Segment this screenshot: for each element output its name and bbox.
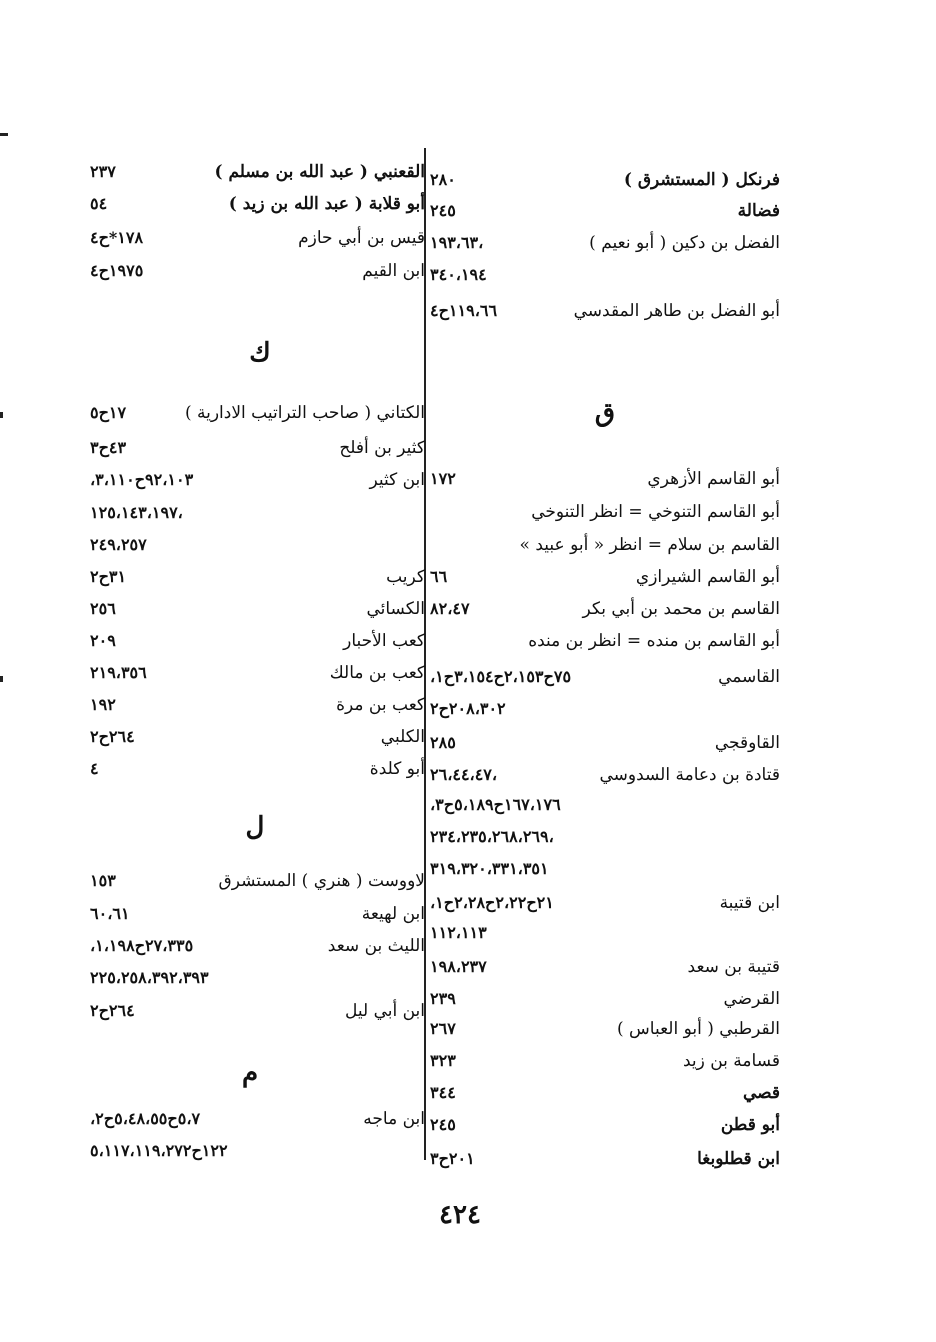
entry-name: قيس بن أبي حازم <box>298 228 425 248</box>
entry-pages: ١٧٢ <box>430 469 456 488</box>
entry-pages: ٢٨٠ <box>430 170 456 189</box>
index-entry <box>90 754 425 784</box>
entry-pages: ١١٩،٦٦ح٤ <box>430 301 498 320</box>
entry-pages: ٨٢،٤٧ <box>430 599 470 618</box>
index-entry <box>90 899 425 929</box>
entry-name: فرنكل ( المستشرق ) <box>623 170 780 190</box>
entry-pages: ٢٣٩ <box>430 989 456 1008</box>
section-letter: ق <box>594 398 616 428</box>
index-entry <box>430 662 780 692</box>
entry-pages: ١٩٧٥ح٤ <box>90 261 144 280</box>
entry-name: لاووست ( هنري ) المستشرق <box>218 871 425 891</box>
entry-pages: ٢٤٩،٢٥٧ <box>90 535 147 554</box>
entry-pages: ٢٠٨،٣٠٢ح٢ <box>430 699 506 718</box>
entry-pages: ٢٠٩ <box>90 631 116 650</box>
section-letter: ك <box>249 338 271 368</box>
entry-name: قتادة بن دعامة السدوسي <box>599 765 780 785</box>
index-entry-continuation <box>430 694 780 724</box>
entry-name: ابن أبي ليل <box>344 1001 425 1021</box>
index-entry <box>430 196 780 226</box>
index-entry <box>90 1104 425 1134</box>
index-entry <box>90 562 425 592</box>
entry-pages: ٢٣٧ <box>90 162 116 181</box>
index-entry-continuation <box>430 918 780 948</box>
entry-pages: ٢١٩،٣٥٦ <box>90 663 147 682</box>
entry-pages: ١٩٨،٢٣٧ <box>430 957 487 976</box>
entry-name: كريب <box>386 567 425 587</box>
index-entry-continuation <box>430 854 780 884</box>
entry-name: قتيبة بن سعد <box>687 957 780 977</box>
entry-pages: ١٧٨*ح٤ <box>90 228 144 247</box>
index-entry <box>90 157 425 187</box>
index-entry-continuation <box>430 790 780 820</box>
index-entry <box>90 594 425 624</box>
entry-pages: ١٢٢ح٥،١١٧،١١٩،٢٧٢ <box>90 1141 228 1160</box>
margin-mark <box>0 133 8 136</box>
index-entry <box>430 1078 780 1108</box>
index-entry <box>90 722 425 752</box>
index-entry <box>90 398 425 428</box>
entry-pages: ٣١ح٢ <box>90 567 127 586</box>
entry-name: القعنبي ( عبد الله بن مسلم ) <box>214 162 425 182</box>
entry-pages: ٢٥٦ <box>90 599 116 618</box>
margin-mark <box>0 412 3 418</box>
entry-pages: ٥،٧ح٥،٤٨،٥٥ح٢، <box>90 1109 201 1128</box>
entry-pages: ٢٦٤ح٢ <box>90 1001 135 1020</box>
index-entry <box>430 1144 780 1174</box>
index-entry <box>90 866 425 896</box>
index-entry <box>430 165 780 195</box>
index-entry <box>430 1110 780 1140</box>
entry-pages: ٢٠١ح٣ <box>430 1149 475 1168</box>
index-entry <box>430 888 780 918</box>
entry-name: القرطبي ( أبو العباس ) <box>617 1019 780 1039</box>
entry-name: القاسم بن سلام = انظر « أبو عبيد » <box>519 535 780 555</box>
entry-pages: ٢٤٥ <box>430 201 456 220</box>
entry-pages: ٣٤٤ <box>430 1083 456 1102</box>
entry-name: قسامة بن زيد <box>682 1051 780 1071</box>
page-number: ٤٢٤ <box>439 1200 481 1230</box>
entry-pages: ٤ <box>90 759 99 778</box>
entry-pages: ٢٢٥،٢٥٨،٣٩٢،٣٩٣ <box>90 968 209 987</box>
entry-pages: ١٧ح٥ <box>90 403 127 422</box>
entry-name: أبو الفضل بن طاهر المقدسي <box>573 301 780 321</box>
entry-name: القاسمي <box>718 667 780 687</box>
section-letter: م <box>241 1058 259 1088</box>
entry-name: ابن لهيعة <box>361 904 425 924</box>
entry-pages: ٢٨٥ <box>430 733 456 752</box>
index-entry <box>90 931 425 961</box>
section-letter: ل <box>245 812 265 842</box>
index-entry <box>430 760 780 790</box>
entry-pages: ١٦٧،١٧٦ح٥،١٨٩ح٣، <box>430 795 561 814</box>
entry-pages: ٢٣٤،٢٣٥،٢٦٨،٢٦٩، <box>430 827 554 846</box>
index-entry <box>90 626 425 656</box>
entry-pages: ٢٦٤ح٢ <box>90 727 135 746</box>
index-entry <box>430 228 780 258</box>
entry-name: القاسم بن محمد بن أبي بكر <box>582 599 780 619</box>
entry-name: أبو القاسم بن منده = انظر بن منده <box>528 631 780 651</box>
index-entry <box>430 497 780 527</box>
entry-pages: ١٩٢ <box>90 695 116 714</box>
index-entry <box>90 189 425 219</box>
entry-pages: ٦٦ <box>430 567 448 586</box>
index-entry <box>430 530 780 560</box>
entry-name: أبو قطن <box>720 1115 780 1135</box>
entry-pages: ٢٤٥ <box>430 1115 456 1134</box>
entry-name: قصي <box>742 1083 780 1103</box>
entry-name: كعب بن مالك <box>329 663 425 683</box>
entry-name: كعب بن مرة <box>336 695 425 715</box>
index-entry <box>90 465 425 495</box>
entry-name: الليث بن سعد <box>327 936 425 956</box>
entry-name: القرضي <box>723 989 780 1009</box>
entry-pages: ٢٦٧ <box>430 1019 456 1038</box>
entry-pages: ٢٧،٣٣٥ح١،١٩٨، <box>90 936 194 955</box>
entry-name: كثير بن أفلح <box>339 438 425 458</box>
entry-pages: ٢١ح٢،٢٢ح٢،٢٨ح١، <box>430 893 554 912</box>
entry-pages: ١٥٣ <box>90 871 116 890</box>
entry-name: أبو قلابة ( عبد الله بن زيد ) <box>228 194 425 214</box>
entry-pages: ٥٤ <box>90 194 108 213</box>
entry-pages: ٤٣ح٣ <box>90 438 127 457</box>
entry-pages: ٣١٩،٣٢٠،٣٣١،٣٥١ <box>430 859 549 878</box>
index-entry <box>90 690 425 720</box>
index-entry <box>90 433 425 463</box>
entry-name: الكسائي <box>366 599 425 619</box>
index-entry <box>430 562 780 592</box>
index-entry <box>430 464 780 494</box>
entry-name: الكلبي <box>380 727 425 747</box>
entry-pages: ٢٦،٤٤،٤٧، <box>430 765 498 784</box>
entry-name: أبو كلدة <box>369 759 425 779</box>
entry-pages: ٧٥ح٢،١٥٣ح٣،١٥٤ح١، <box>430 667 572 686</box>
entry-pages: ٣٢٣ <box>430 1051 456 1070</box>
index-entry <box>430 1014 780 1044</box>
entry-name: ابن ماجه <box>363 1109 425 1129</box>
entry-name: ابن القيم <box>362 261 425 281</box>
index-entry <box>90 996 425 1026</box>
entry-name: ابن كثير <box>369 470 425 490</box>
entry-pages: ١٢٥،١٤٣،١٩٧، <box>90 503 183 522</box>
entry-name: أبو القاسم التنوخي = انظر التنوخي <box>531 502 780 522</box>
index-entry <box>430 1046 780 1076</box>
index-entry <box>430 296 780 326</box>
entry-name: ابن قتيبة <box>719 893 780 913</box>
entry-name: الكتاني ( صاحب التراتيب الادارية ) <box>184 403 425 423</box>
entry-name: كعب الأحبار <box>343 631 425 651</box>
margin-mark <box>0 676 3 682</box>
entry-pages: ٦٠،٦١ <box>90 904 130 923</box>
index-entry <box>90 223 425 253</box>
index-entry <box>430 952 780 982</box>
entry-pages: ٩٢،١٠٣ح٣،١١٠، <box>90 470 194 489</box>
index-entry-continuation <box>90 530 425 560</box>
entry-pages: ١١٢،١١٣ <box>430 923 487 942</box>
entry-name: الفضل بن دكين ( أبو نعيم ) <box>589 233 780 253</box>
index-entry-continuation <box>430 260 780 290</box>
entry-name: أبو القاسم الأزهري <box>647 469 780 489</box>
entry-name: أبو القاسم الشيرازي <box>635 567 780 587</box>
index-entry-continuation <box>90 963 425 993</box>
index-entry-continuation <box>90 498 425 528</box>
index-entry <box>430 626 780 656</box>
entry-name: ابن قطلوبغا <box>697 1149 780 1169</box>
index-entry <box>430 984 780 1014</box>
entry-name: القاوقجي <box>714 733 780 753</box>
entry-pages: ١٩٣،٦٣، <box>430 233 484 252</box>
entry-pages: ٣٤٠،١٩٤ <box>430 265 487 284</box>
index-entry-continuation <box>90 1136 425 1166</box>
index-entry <box>90 658 425 688</box>
index-entry <box>90 256 425 286</box>
entry-name: فضالة <box>737 201 780 221</box>
index-entry <box>430 594 780 624</box>
index-entry-continuation <box>430 822 780 852</box>
index-entry <box>430 728 780 758</box>
